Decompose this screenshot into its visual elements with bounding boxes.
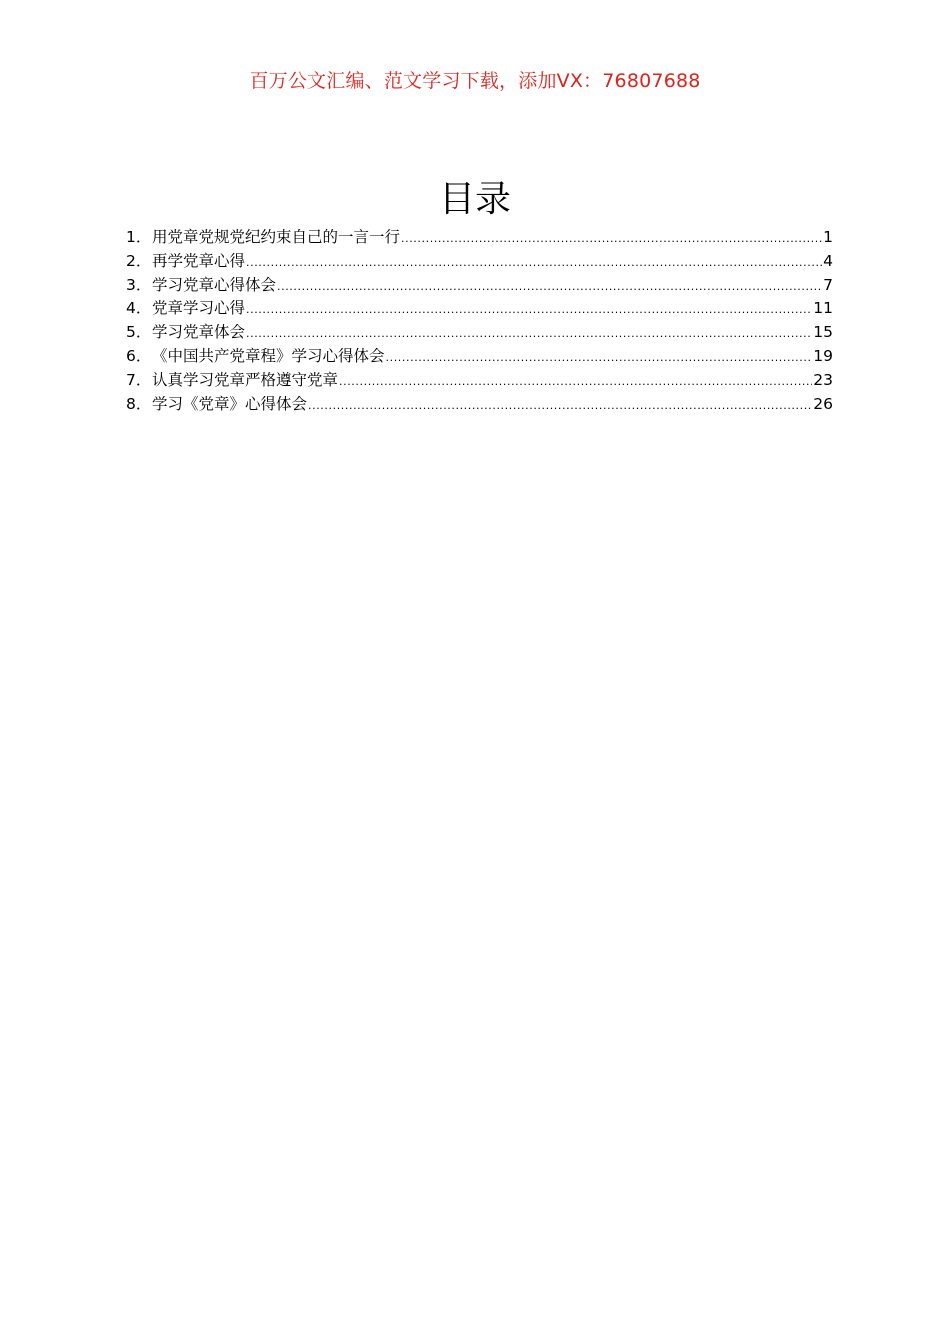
toc-entry-number: 5． <box>126 323 152 342</box>
toc-entry[interactable] <box>126 297 833 321</box>
toc-entry[interactable] <box>126 369 833 393</box>
toc-entry[interactable] <box>126 250 833 274</box>
toc-entry-number: 8． <box>126 394 152 413</box>
toc-dot-leader <box>308 394 812 418</box>
toc-entry-number: 3． <box>126 275 152 294</box>
toc-entry-title: 学习党章心得体会 <box>152 275 277 294</box>
toc-dot-leader <box>246 322 812 346</box>
toc-entry[interactable] <box>126 393 833 417</box>
toc-dot-leader <box>277 275 822 299</box>
toc-entry-title: 党章学习心得 <box>152 299 246 318</box>
toc-entry[interactable] <box>126 345 833 369</box>
toc-entry-page: 23 <box>813 370 833 389</box>
toc-entry-page: 7 <box>823 275 833 294</box>
toc-entry-page: 1 <box>823 228 833 246</box>
toc-entry-number: 6． <box>126 346 152 365</box>
toc-dot-leader <box>401 227 822 251</box>
toc-entry-number: 7． <box>126 370 152 389</box>
toc-entry-title: 学习《党章》心得体会 <box>152 394 308 413</box>
toc-entry-title: 《中国共产党章程》学习心得体会 <box>152 346 385 365</box>
toc-entry-title: 再学党章心得 <box>152 251 246 270</box>
toc-entry-page: 19 <box>813 346 833 365</box>
toc-entry[interactable] <box>126 226 833 250</box>
toc-entry-page: 15 <box>813 323 833 342</box>
table-of-contents <box>126 226 833 416</box>
toc-entry-number: 1． <box>126 228 152 246</box>
toc-dot-leader <box>339 370 812 394</box>
toc-dot-leader <box>246 251 822 275</box>
toc-entry-number: 2． <box>126 251 152 270</box>
toc-entry[interactable] <box>126 274 833 298</box>
toc-entry-page: 26 <box>813 394 833 413</box>
toc-dot-leader <box>386 346 813 370</box>
toc-entry-title: 学习党章体会 <box>152 323 246 342</box>
toc-entry-title: 用党章党规党纪约束自己的一言一行 <box>152 228 401 246</box>
toc-entry-number: 4． <box>126 299 152 318</box>
toc-title: 目录 <box>438 179 511 220</box>
header-download-note: 百万公文汇编、范文学习下载，添加VX：76807688 <box>249 70 701 92</box>
toc-entry-title: 认真学习党章严格遵守党章 <box>152 370 339 389</box>
toc-dot-leader <box>246 298 812 322</box>
toc-entry-page: 11 <box>813 299 833 318</box>
toc-entry[interactable] <box>126 321 833 345</box>
toc-entry-page: 4 <box>823 251 833 270</box>
